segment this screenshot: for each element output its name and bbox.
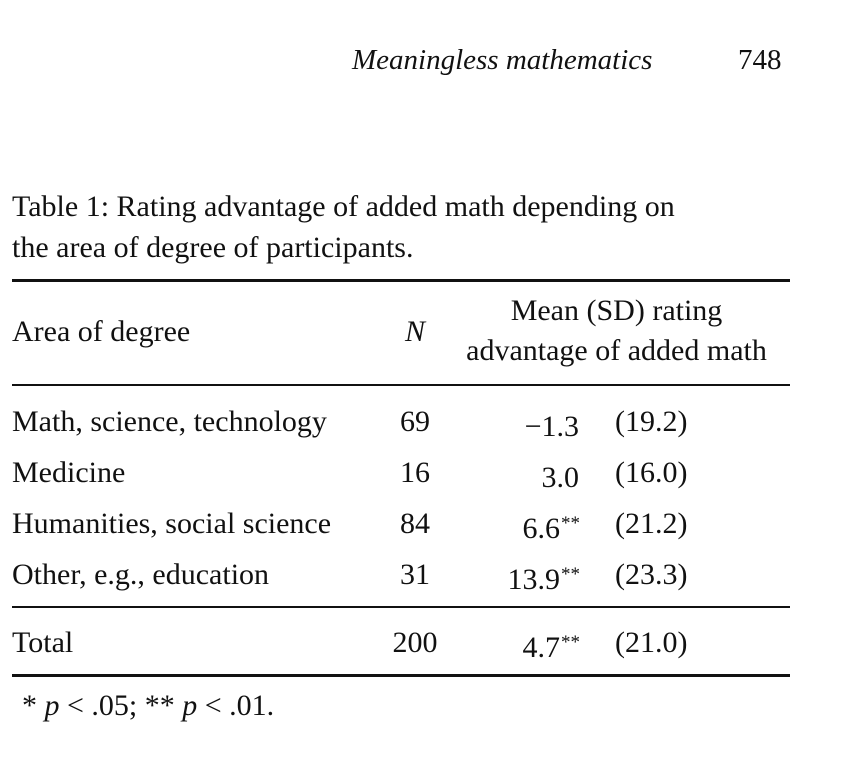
total-rule <box>12 606 790 608</box>
mean-value: 3.0 <box>541 461 579 494</box>
column-header-mean <box>445 291 788 371</box>
table-row-area: Medicine <box>12 456 126 489</box>
table-row-area: Math, science, technology <box>12 405 327 438</box>
running-title: Meaningless mathematics <box>352 44 653 76</box>
mean-value: 4.7 <box>522 631 560 664</box>
total-row-mean <box>480 626 580 665</box>
table-row-n: 31 <box>400 558 430 591</box>
table-row-sd: (19.2) <box>615 405 688 438</box>
significance-stars: ** <box>561 564 580 585</box>
table-row-sd: (21.2) <box>615 507 688 540</box>
column-header-area: Area of degree <box>12 315 191 348</box>
column-header-mean-line: Mean (SD) rating <box>510 294 723 327</box>
mean-value: 6.6 <box>522 512 560 545</box>
footnote-p: p <box>44 689 60 722</box>
bottom-rule <box>12 674 790 677</box>
footnote-star: * <box>22 689 37 722</box>
table-footnote <box>22 688 274 724</box>
column-header-mean-line: advantage of added math <box>466 334 767 367</box>
table-row-mean <box>480 558 580 597</box>
significance-stars: ** <box>561 513 580 534</box>
table-row-mean <box>480 507 580 546</box>
table-row-n: 84 <box>400 507 430 540</box>
footnote-star: ** <box>144 689 175 722</box>
total-row-sd: (21.0) <box>615 626 688 659</box>
table-row-sd: (16.0) <box>615 456 688 489</box>
page-number: 748 <box>738 44 782 76</box>
column-header-n: N <box>404 315 425 348</box>
table-row-mean <box>480 405 580 444</box>
mean-value: 13.9 <box>507 563 560 596</box>
header-rule <box>12 384 790 386</box>
total-row-n: 200 <box>392 626 438 659</box>
table-row-area: Humanities, social science <box>12 507 332 540</box>
footnote-threshold: < .01. <box>197 689 275 722</box>
significance-stars: ** <box>561 632 580 653</box>
mean-value: −1.3 <box>524 410 579 443</box>
footnote-p: p <box>182 689 198 722</box>
total-row-area: Total <box>12 626 74 659</box>
footnote-threshold: < .05; <box>59 689 145 722</box>
caption-line: Table 1: Rating advantage of added math depending on <box>12 190 675 223</box>
table-row-sd: (23.3) <box>615 558 688 591</box>
table-row-n: 16 <box>400 456 430 489</box>
table-row-n: 69 <box>400 405 430 438</box>
table-caption <box>12 186 794 268</box>
table-row-mean <box>480 456 580 495</box>
table-row-area: Other, e.g., education <box>12 558 270 591</box>
caption-line: the area of degree of participants. <box>12 231 414 264</box>
top-rule <box>12 279 790 282</box>
